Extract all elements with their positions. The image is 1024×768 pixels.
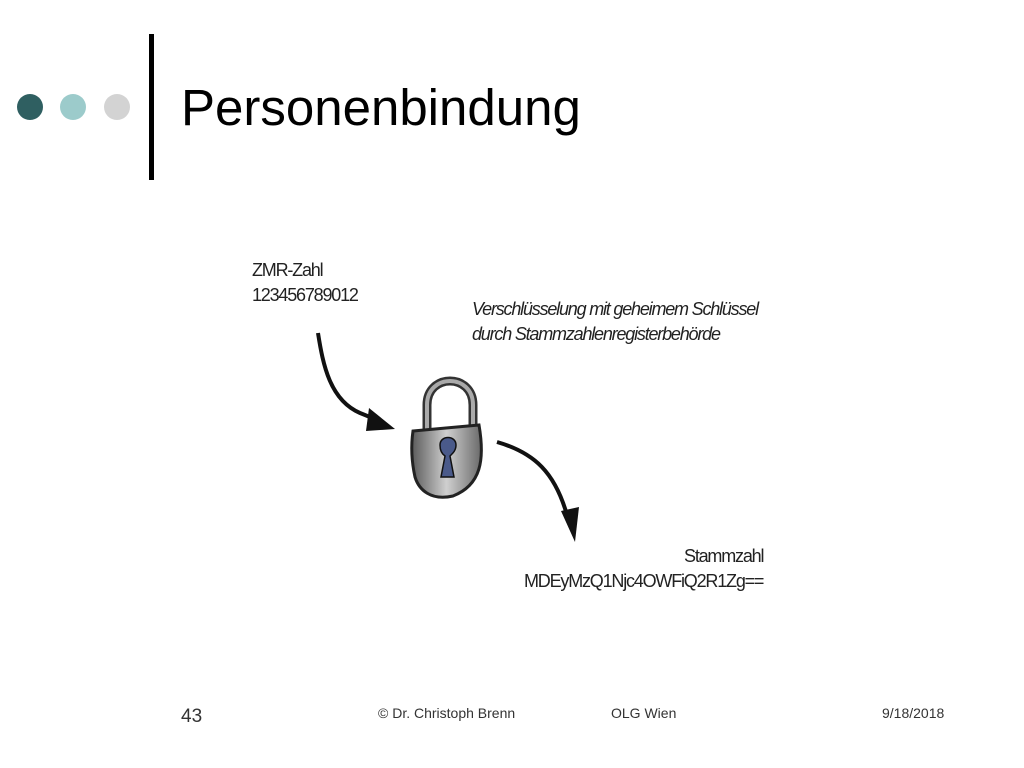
title-divider bbox=[149, 34, 154, 180]
decor-dot-grey bbox=[104, 94, 130, 120]
zmr-value: 123456789012 bbox=[252, 285, 358, 305]
footer-org: OLG Wien bbox=[611, 705, 677, 721]
encryption-caption-line2: durch Stammzahlenregisterbehörde bbox=[472, 324, 720, 344]
footer-date: 9/18/2018 bbox=[882, 705, 945, 721]
slide-title: Personenbindung bbox=[181, 79, 581, 136]
encryption-caption-line1: Verschlüsselung mit geheimem Schlüssel bbox=[472, 299, 758, 319]
stamm-value: MDEyMzQ1Njc4OWFiQ2R1Zg== bbox=[524, 571, 764, 591]
padlock-icon bbox=[412, 381, 482, 497]
decor-dot-dark bbox=[17, 94, 43, 120]
footer-author: © Dr. Christoph Brenn bbox=[378, 705, 516, 721]
slide-number: 43 bbox=[181, 706, 203, 727]
incoming-arrow bbox=[318, 333, 395, 431]
decor-dot-teal bbox=[60, 94, 86, 120]
outgoing-arrow bbox=[497, 442, 579, 542]
encryption-diagram bbox=[235, 245, 795, 605]
stamm-block bbox=[524, 544, 763, 594]
zmr-label: ZMR-Zahl bbox=[252, 260, 323, 280]
stamm-label: Stammzahl bbox=[684, 546, 764, 566]
